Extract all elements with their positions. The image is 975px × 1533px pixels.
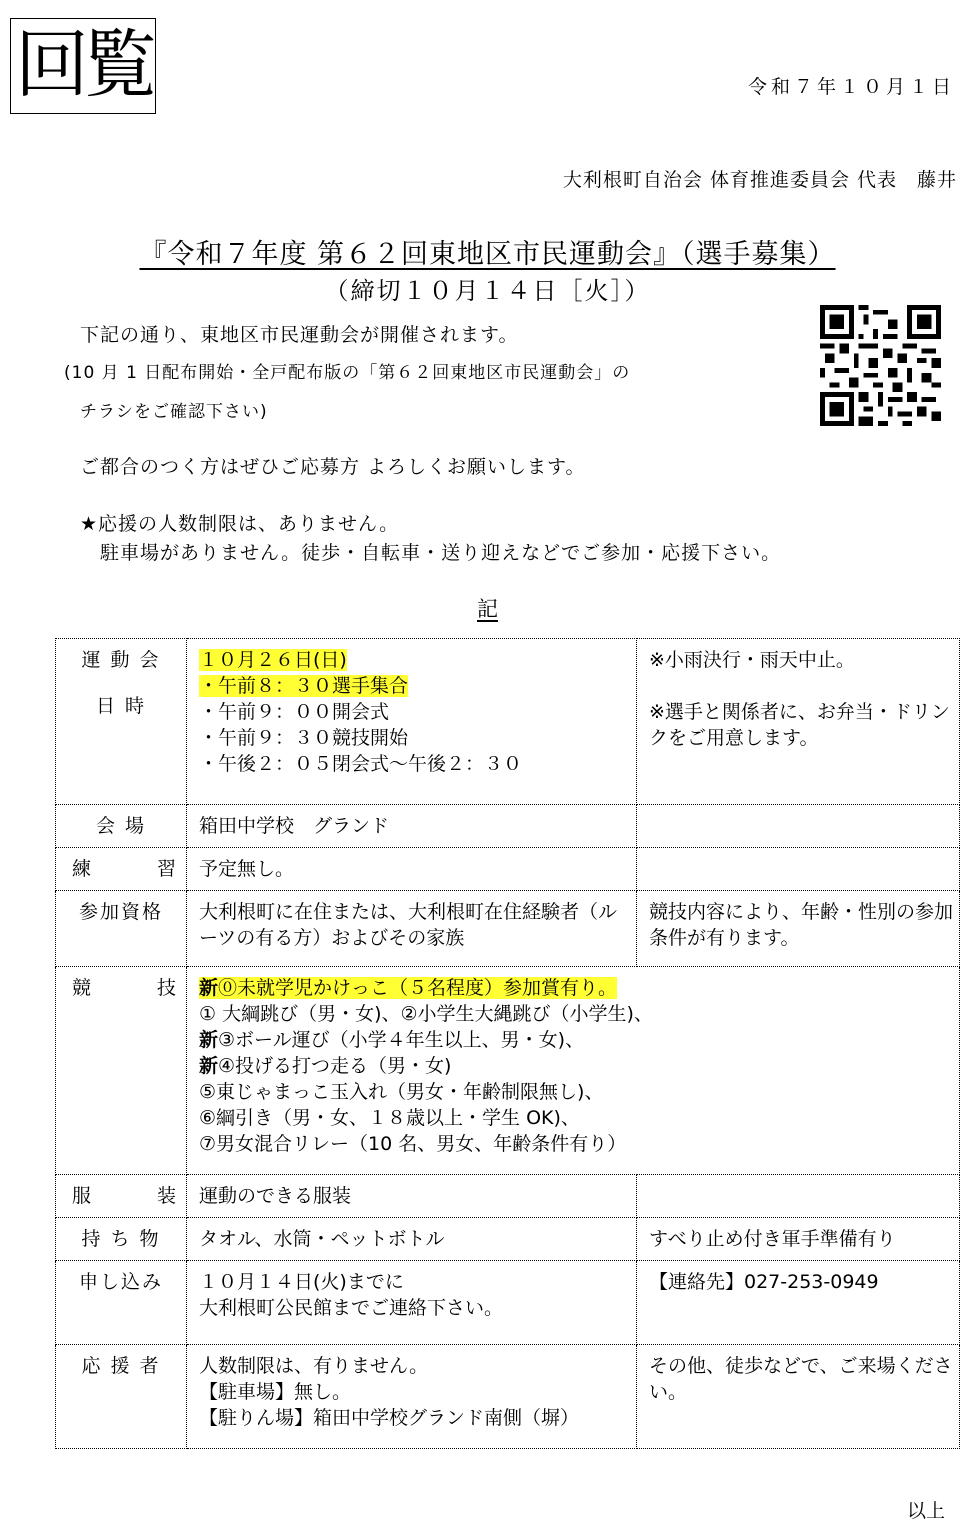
sender: 大利根町自治会 体育推進委員会 代表 藤井 [562, 169, 957, 191]
closing-mark: 以上 [906, 1500, 945, 1522]
label-practice: 練 習 [56, 848, 187, 891]
label-venue: 会 場 [56, 805, 187, 848]
row-application [56, 1261, 960, 1345]
intro-line-3: チラシをご確認下さい) [80, 402, 268, 422]
document-title: 『令和７年度 第６２回東地区市民運動会』（選手募集） [139, 239, 836, 270]
application-value: １０月１４日(火)までに 大利根町公民館までご連絡下さい。 [187, 1261, 637, 1345]
practice-value: 予定無し。 [187, 848, 637, 891]
contact-phone[interactable]: 【連絡先】027-253-0949 [637, 1261, 960, 1345]
schedule-cell [187, 639, 637, 805]
weather-note: ※小雨決行・雨天中止。 [649, 649, 855, 671]
intro-line-6: 駐車場がありません。徒歩・自転車・送り迎えなどでご参加・応援下さい。 [100, 542, 782, 564]
events-list [187, 967, 960, 1175]
intro-line-2: (10 月 1 日配布開始・全戸配布版の「第６２回東地区市民運動会」の [64, 363, 631, 383]
label-eligibility: 参加資格 [56, 891, 187, 967]
closing-ceremony-time: ・午後２：０５閉会式～午後２：３０ [199, 753, 523, 775]
intro-line-1: 下記の通り、東地区市民運動会が開催されます。 [80, 324, 519, 346]
event-date: １０月２６日(日) [199, 649, 347, 671]
deadline: （締切１０月１４日［火］） [324, 277, 651, 305]
event-5: ⑤東じゃまっこ玉入れ（男女・年齢制限無し)、 [199, 1081, 604, 1103]
qr-code-icon[interactable] [820, 305, 941, 426]
label-belongings: 持 ち 物 [56, 1218, 187, 1261]
belongings-note: すべり止め付き軍手準備有り [637, 1218, 960, 1261]
row-events [56, 967, 960, 1175]
row-schedule [56, 639, 960, 805]
venue-value: 箱田中学校 グランド [187, 805, 637, 848]
event-3: 新③ボール運び（小学４年生以上、男・女)、 [199, 1029, 585, 1051]
row-eligibility [56, 891, 960, 967]
venue-note [637, 805, 960, 848]
row-practice [56, 848, 960, 891]
label-application: 申し込み [56, 1261, 187, 1345]
row-venue [56, 805, 960, 848]
belongings-value: タオル、水筒・ペットボトル [187, 1218, 637, 1261]
lunch-note: ※選手と関係者に、お弁当・ドリンクをご用意します。 [649, 701, 950, 749]
ki-heading: 記 [477, 597, 498, 621]
eligibility-note: 競技内容により、年齢・性別の参加条件が有ります。 [637, 891, 960, 967]
event-details-table [55, 638, 960, 1449]
event-4: 新④投げる打つ走る（男・女) [199, 1055, 452, 1077]
label-schedule: 運 動 会 日 時 [56, 639, 187, 805]
practice-note [637, 848, 960, 891]
supporters-note: その他、徒歩などで、ご来場ください。 [637, 1345, 960, 1449]
row-supporters [56, 1345, 960, 1449]
row-belongings [56, 1218, 960, 1261]
eligibility-value: 大利根町に在住または、大利根町在住経験者（ルーツの有る方）およびその家族 [187, 891, 637, 967]
event-6: ⑥綱引き（男・女、１８歳以上・学生 OK)、 [199, 1107, 580, 1129]
intro-line-5: ★応援の人数制限は、ありません。 [80, 513, 400, 535]
kairan-stamp: 回覧 [10, 18, 156, 114]
event-0: 新⓪未就学児かけっこ（５名程度）参加賞有り。 [199, 977, 618, 999]
event-1: ① 大綱跳び（男・女)、②小学生大縄跳び（小学生)、 [199, 1003, 653, 1025]
event-7: ⑦男女混合リレー（10 名、男女、年齢条件有り） [199, 1133, 627, 1155]
competition-start-time: ・午前９：３０競技開始 [199, 727, 409, 749]
opening-ceremony-time: ・午前９：００開会式 [199, 701, 390, 723]
document-date: 令和７年１０月１日 [747, 76, 955, 98]
intro-line-4: ご都合のつく方はぜひご応募方 よろしくお願いします。 [80, 456, 586, 478]
label-attire: 服 装 [56, 1175, 187, 1218]
attire-value: 運動のできる服装 [187, 1175, 637, 1218]
assembly-time: ・午前８：３０選手集合 [199, 675, 409, 697]
row-attire [56, 1175, 960, 1218]
supporters-value: 人数制限は、有りません。 【駐車場】無し。 【駐りん場】箱田中学校グランド南側（塀） [187, 1345, 637, 1449]
schedule-notes [637, 639, 960, 805]
attire-note [637, 1175, 960, 1218]
label-supporters: 応 援 者 [56, 1345, 187, 1449]
label-events: 競 技 [56, 967, 187, 1175]
